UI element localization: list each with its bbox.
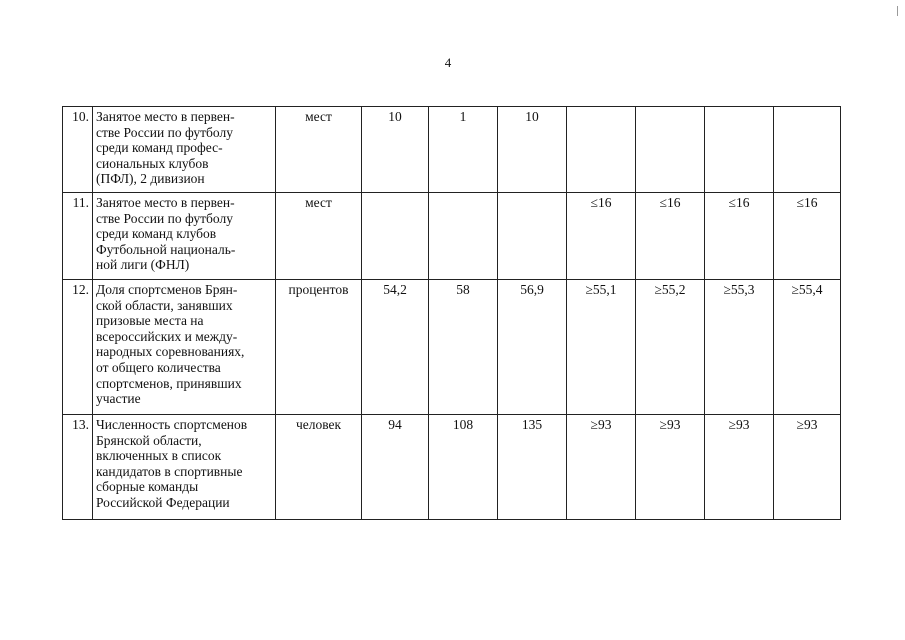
value-cell: ≥55,4 <box>774 280 841 415</box>
value-cell <box>636 107 705 193</box>
value-cell: ≤16 <box>705 193 774 280</box>
value-cell <box>567 107 636 193</box>
value-cell: ≥55,1 <box>567 280 636 415</box>
value-cell: ≥93 <box>705 415 774 520</box>
value-cell: 94 <box>362 415 429 520</box>
table-row <box>63 415 841 520</box>
scan-edge-mark <box>897 6 898 16</box>
value-cell: ≥93 <box>636 415 705 520</box>
value-cell <box>498 193 567 280</box>
row-number: 13. <box>63 415 93 520</box>
value-cell: 1 <box>429 107 498 193</box>
indicator-name-text: Занятое место в первен- стве России по футболу среди команд профес- сиональных клубов (ПФЛ), 2 дивизион <box>96 109 235 187</box>
value-cell: ≤16 <box>774 193 841 280</box>
value-cell <box>774 107 841 193</box>
row-number: 11. <box>63 193 93 280</box>
indicator-name <box>93 415 276 520</box>
value-cell: 56,9 <box>498 280 567 415</box>
table-row <box>63 107 841 193</box>
row-number: 10. <box>63 107 93 193</box>
value-cell: 10 <box>362 107 429 193</box>
indicator-name-text: Доля спортсменов Брян- ской области, занявших призовые места на всероссийских и между- народных соревнованиях, от общего количества спортсменов, принявших участие <box>96 282 245 407</box>
indicator-name <box>93 107 276 193</box>
table-row <box>63 280 841 415</box>
value-cell <box>362 193 429 280</box>
value-cell: ≤16 <box>636 193 705 280</box>
row-number: 12. <box>63 280 93 415</box>
unit-cell: мест <box>276 193 362 280</box>
value-cell: 108 <box>429 415 498 520</box>
value-cell: ≥55,3 <box>705 280 774 415</box>
indicator-name-text: Занятое место в первен- стве России по футболу среди команд клубов Футбольной националь- ной лиги (ФНЛ) <box>96 195 236 273</box>
unit-cell: мест <box>276 107 362 193</box>
value-cell <box>429 193 498 280</box>
value-cell: 10 <box>498 107 567 193</box>
value-cell: 54,2 <box>362 280 429 415</box>
page-number: 4 <box>444 55 452 70</box>
indicator-name <box>93 280 276 415</box>
value-cell: 58 <box>429 280 498 415</box>
table-row <box>63 193 841 280</box>
value-cell: ≥55,2 <box>636 280 705 415</box>
value-cell: ≥93 <box>567 415 636 520</box>
value-cell <box>705 107 774 193</box>
value-cell: ≤16 <box>567 193 636 280</box>
unit-cell: человек <box>276 415 362 520</box>
value-cell: 135 <box>498 415 567 520</box>
indicator-name-text: Численность спортсменов Брянской области, включенных в список кандидатов в спортивные сборные команды Российской Федерации <box>96 417 248 510</box>
unit-cell: процентов <box>276 280 362 415</box>
indicators-table <box>62 106 841 520</box>
value-cell: ≥93 <box>774 415 841 520</box>
indicator-name <box>93 193 276 280</box>
